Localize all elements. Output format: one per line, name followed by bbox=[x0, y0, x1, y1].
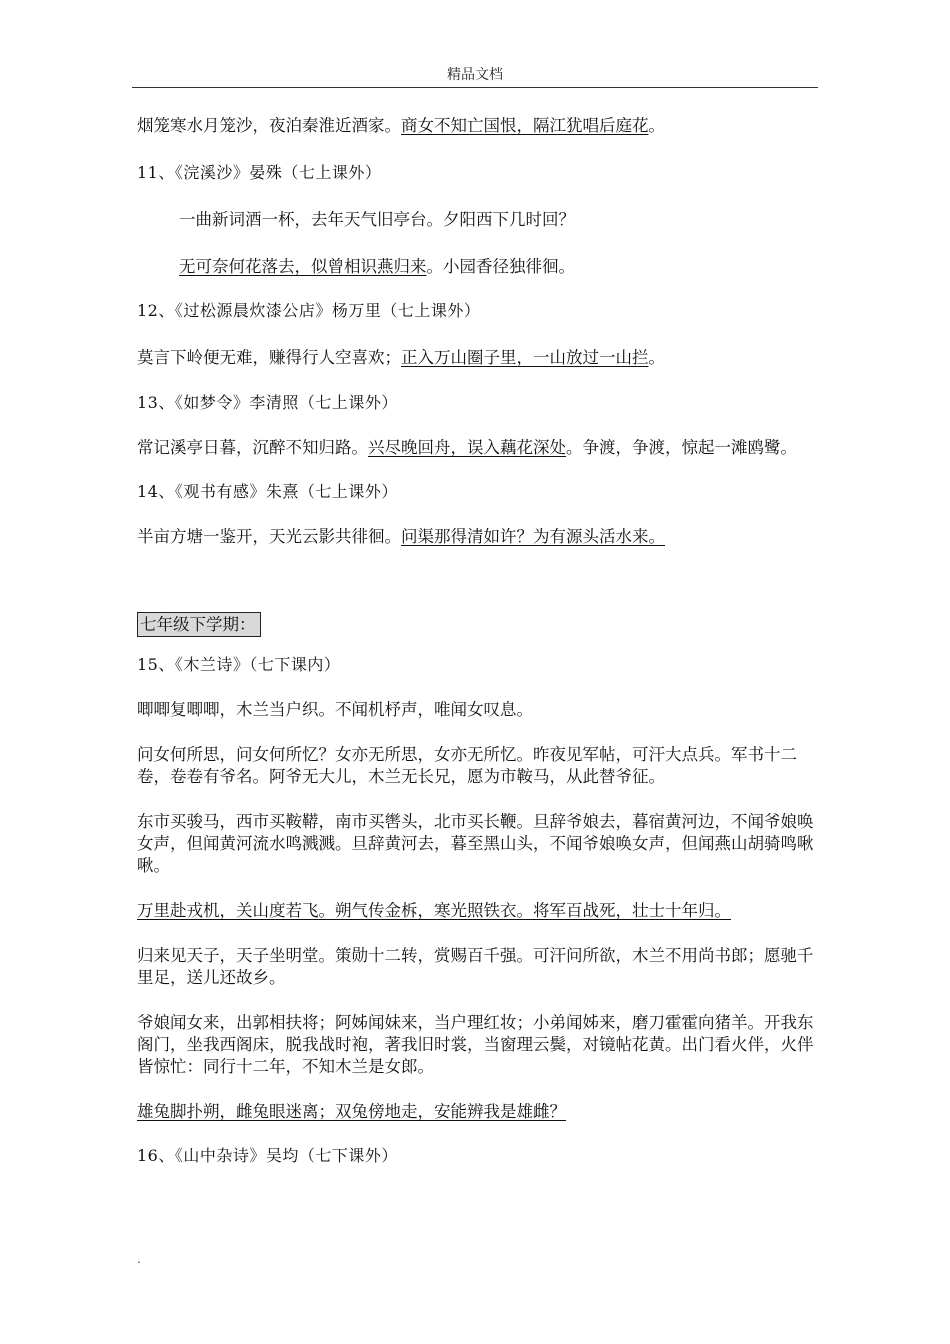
poem-line bbox=[137, 900, 817, 922]
poem-paragraph: 爷娘闻女来，出郭相扶将；阿姊闻妹来，当户理红妆；小弟闻姊来，磨刀霍霍向猪羊。开我东阁门，坐我西阁床，脱我战时袍，著我旧时裳，当窗理云鬓，对镜帖花黄。出门看火伴，火伴皆惊忙：同行十二年，不知木兰是女郎。 bbox=[137, 1013, 814, 1076]
poem-heading-11: 11、《浣溪沙》晏殊（七上课外） bbox=[137, 163, 382, 182]
poem-line: 莫言下岭便无难，赚得行人空喜欢；正入万山圈子里，一山放过一山拦。 bbox=[137, 348, 665, 367]
poem-heading-16: 16、《山中杂诗》吴均（七下课外） bbox=[137, 1146, 398, 1165]
underlined-verse: 正入万山圈子里，一山放过一山拦 bbox=[401, 348, 649, 367]
page-header: 精品文档 bbox=[447, 67, 503, 83]
header-divider bbox=[132, 87, 818, 88]
document-body bbox=[137, 108, 817, 1167]
poem-paragraph: 东市买骏马，西市买鞍鞯，南市买辔头，北市买长鞭。旦辞爷娘去，暮宿黄河边，不闻爷娘唤女声，但闻黄河流水鸣溅溅。旦辞黄河去，暮至黑山头，不闻爷娘唤女声，但闻燕山胡骑鸣啾啾。 bbox=[137, 812, 814, 875]
poem-heading-15: 15、《木兰诗》（七下课内） bbox=[137, 655, 341, 674]
poem-line: 无可奈何花落去，似曾相识燕归来。小园香径独徘徊。 bbox=[179, 257, 575, 276]
section-label-wrap bbox=[137, 612, 817, 637]
poem-line bbox=[137, 1101, 817, 1123]
section-label: 七年级下学期： bbox=[137, 612, 261, 637]
poem-paragraph: 归来见天子，天子坐明堂。策勋十二转，赏赐百千强。可汗问所欲，木兰不用尚书郎；愿驰千里足，送儿还故乡。 bbox=[137, 946, 814, 987]
poem-paragraph: 问女何所思，问女何所忆？女亦无所思，女亦无所忆。昨夜见军帖，可汗大点兵。军书十二卷，卷卷有爷名。阿爷无大儿，木兰无长兄，愿为市鞍马，从此替爷征。 bbox=[137, 745, 797, 786]
underlined-verse: 问渠那得清如许？为有源头活水来。 bbox=[401, 527, 665, 546]
poem-line: 一曲新词酒一杯，去年天气旧亭台。夕阳西下几时回？ bbox=[179, 210, 575, 229]
poem-line: 烟笼寒水月笼沙，夜泊秦淮近酒家。商女不知亡国恨，隔江犹唱后庭花。 bbox=[137, 116, 665, 135]
underlined-verse: 无可奈何花落去，似曾相识燕归来 bbox=[179, 257, 427, 276]
underlined-verse: 兴尽晚回舟，误入藕花深处 bbox=[368, 438, 566, 457]
underlined-verse: 万里赴戎机，关山度若飞。朔气传金柝，寒光照铁衣。将军百战死，壮士十年归。 bbox=[137, 901, 731, 920]
poem-heading-12: 12、《过松源晨炊漆公店》杨万里（七上课外） bbox=[137, 301, 481, 320]
poem-heading-14: 14、《观书有感》朱熹（七上课外） bbox=[137, 482, 398, 501]
underlined-verse: 雄兔脚扑朔，雌兔眼迷离；双兔傍地走，安能辨我是雄雌？ bbox=[137, 1102, 566, 1121]
poem-line: 唧唧复唧唧，木兰当户织。不闻机杼声，唯闻女叹息。 bbox=[137, 700, 533, 719]
underlined-verse: 商女不知亡国恨，隔江犹唱后庭花 bbox=[401, 116, 649, 135]
footer-mark: . bbox=[137, 1252, 141, 1266]
poem-line: 半亩方塘一鉴开，天光云影共徘徊。问渠那得清如许？为有源头活水来。 bbox=[137, 527, 665, 546]
poem-heading-13: 13、《如梦令》李清照（七上课外） bbox=[137, 393, 398, 412]
poem-line: 常记溪亭日暮，沉醉不知归路。兴尽晚回舟，误入藕花深处。争渡，争渡，惊起一滩鸥鹭。 bbox=[137, 438, 797, 457]
